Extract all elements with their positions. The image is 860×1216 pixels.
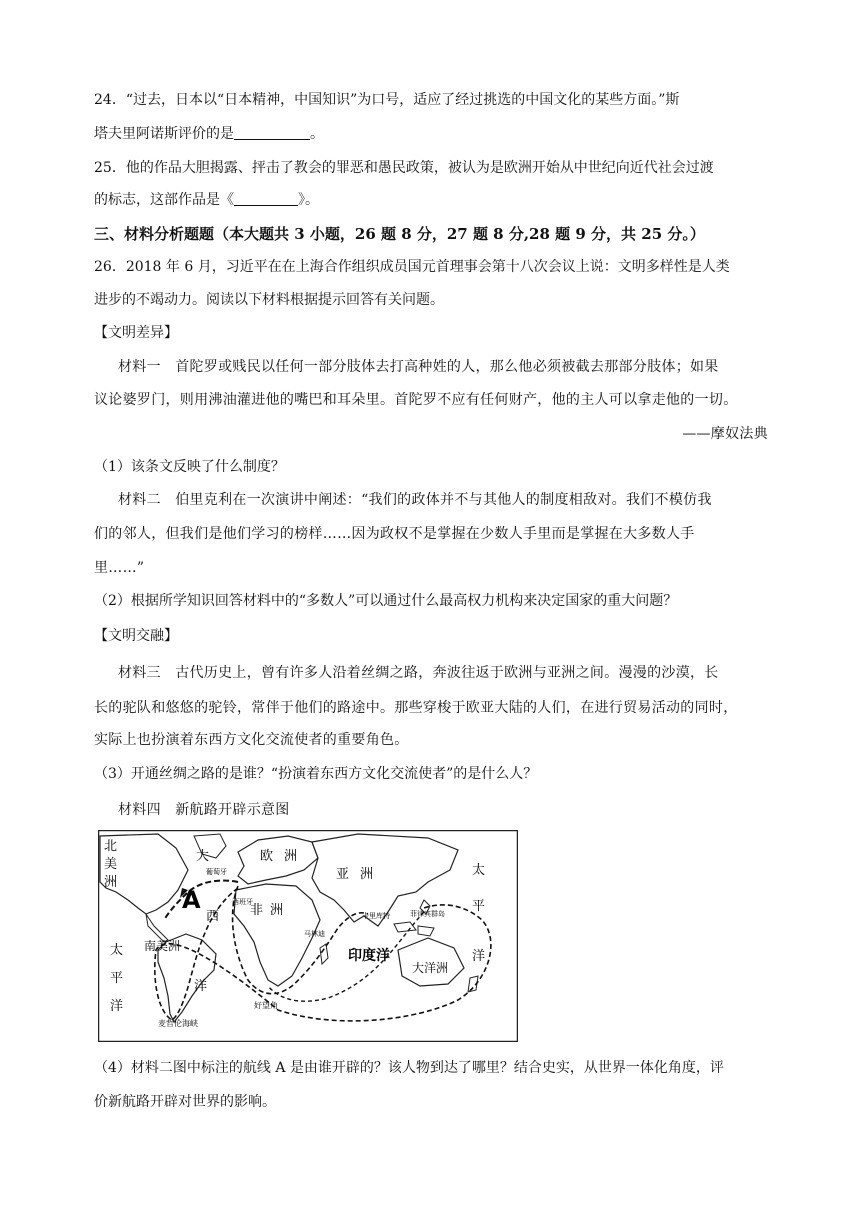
map-label-portugal: 葡萄牙 xyxy=(206,868,227,876)
map-label-pacific-west-1: 太 xyxy=(110,943,124,958)
q24-line-2 xyxy=(94,124,324,144)
map-label-route-a: A xyxy=(182,886,201,914)
section-3-title: 三、材料分析题题（本大题共 3 小题，26 题 8 分，27 题 8 分,28 题 9 分，共 25 分。） xyxy=(94,225,705,243)
map-label-indian-ocean: 印度洋 xyxy=(348,948,390,964)
material-3-line-3: 实际上也扮演着东西方文化交流使者的重要角色。 xyxy=(94,732,409,748)
map-label-europe-1: 欧 xyxy=(260,849,274,864)
q26-intro-line-1: 26．2018 年 6 月，习近平在在上海合作组织成员国元首理事会第十八次会议上说：文明多样性是人类 xyxy=(94,259,730,275)
question-1: （1）该条文反映了什么制度？ xyxy=(94,459,285,475)
map-label-pacific-west-2: 平 xyxy=(110,971,124,986)
tag-civilization-difference: 【文明差异】 xyxy=(94,325,178,341)
q25-line-1: 25．他的作品大胆揭露、抨击了教会的罪恶和愚民政策，被认为是欧洲开始从中世纪向近代社会过渡 xyxy=(94,160,714,176)
q25-answer-blank[interactable] xyxy=(234,191,298,206)
map-label-cape-of-good-hope: 好望角 xyxy=(254,1001,278,1010)
map-label-north-america-1: 北 xyxy=(104,839,118,854)
map-label-pacific-east-2: 平 xyxy=(472,899,486,914)
map-label-philippines: 菲律宾群岛 xyxy=(410,910,445,918)
question-2: （2）根据所学知识回答材料中的“多数人”可以通过什么最高权力机构来决定国家的重大问题？ xyxy=(94,593,678,609)
material-3-line-2: 长的驼队和悠悠的驼铃，常伴于他们的路途中。那些穿梭于欧亚大陆的人们，在进行贸易活动的同时， xyxy=(94,700,738,716)
map-label-spain: 西班牙 xyxy=(232,898,253,906)
map-label-africa-2: 洲 xyxy=(270,903,284,918)
q24-line-2-suffix: 。 xyxy=(310,126,324,142)
material-1-source: ——摩奴法典 xyxy=(682,426,768,442)
q25-line-2-suffix: 》。 xyxy=(298,192,319,208)
map-label-atlantic-3: 洋 xyxy=(194,979,208,994)
map-label-pacific-east-1: 太 xyxy=(472,863,486,878)
question-4-line-2: 价新航路开辟对世界的影响。 xyxy=(94,1094,276,1110)
material-4-caption: 材料四 新航路开辟示意图 xyxy=(118,802,290,818)
map-label-oceania: 大洋洲 xyxy=(412,961,449,975)
q24-line-1: 24．“过去，日本以“日本精神，中国知识”为口号，适应了经过挑选的中国文化的某些方面。”斯 xyxy=(94,92,680,108)
map-label-europe-2: 洲 xyxy=(284,849,298,864)
q25-line-2 xyxy=(94,190,319,210)
map-label-north-america-3: 洲 xyxy=(104,875,118,890)
map-label-asia-2: 洲 xyxy=(360,867,374,882)
q26-intro-line-2: 进步的不竭动力。阅读以下材料根据提示回答有关问题。 xyxy=(94,292,444,308)
new-sea-routes-map xyxy=(98,830,518,1042)
map-label-atlantic-2: 西 xyxy=(206,909,220,924)
map-label-north-america-2: 美 xyxy=(104,857,118,872)
map-label-malindi: 马林迪 xyxy=(304,930,325,938)
map-label-asia-1: 亚 xyxy=(336,867,350,882)
map-label-magellan-strait: 麦哲伦海峡 xyxy=(158,1019,198,1028)
map-label-africa-1: 非 xyxy=(250,903,264,918)
material-1-line-2: 议论婆罗门，则用沸油灌进他的嘴巴和耳朵里。首陀罗不应有任何财产，他的主人可以拿走他的一切。 xyxy=(94,392,738,408)
material-1-line-1: 材料一 首陀罗或贱民以任何一部分肢体去打高种姓的人，那么他必须被截去那部分肢体；如果 xyxy=(118,359,719,375)
question-4-line-1: （4）材料二图中标注的航线 A 是由谁开辟的？该人物到达了哪里？结合史实，从世界一体化角度，评 xyxy=(94,1060,724,1076)
material-3-line-1: 材料三 古代历史上，曾有许多人沿着丝绸之路，奔波往返于欧洲与亚洲之间。漫漫的沙漠，长 xyxy=(118,665,719,681)
map-label-south-america: 南美洲 xyxy=(144,939,181,953)
material-2-line-2: 们的邻人，但我们是他们学习的榜样……因为政权不是掌握在少数人手里而是掌握在大多数人手 xyxy=(94,526,695,542)
map-label-atlantic-1: 大 xyxy=(196,849,210,864)
material-2-line-3: 里……” xyxy=(94,560,145,576)
q24-answer-blank[interactable] xyxy=(234,125,310,140)
map-label-pacific-west-3: 洋 xyxy=(110,999,124,1014)
q25-line-2-prefix: 的标志，这部作品是《 xyxy=(94,192,234,208)
map-label-pacific-east-3: 洋 xyxy=(472,949,486,964)
material-2-line-1: 材料二 伯里克利在一次演讲中阐述：“我们的政体并不与其他人的制度相敌对。我们不模仿我 xyxy=(118,492,712,508)
question-3: （3）开通丝绸之路的是谁？“扮演着东西方文化交流使者”的是什么人？ xyxy=(94,766,538,782)
q24-line-2-prefix: 塔夫里阿诺斯评价的是 xyxy=(94,126,234,142)
map-label-calicut: 卡里库特 xyxy=(362,912,390,920)
tag-civilization-fusion: 【文明交融】 xyxy=(94,628,178,644)
